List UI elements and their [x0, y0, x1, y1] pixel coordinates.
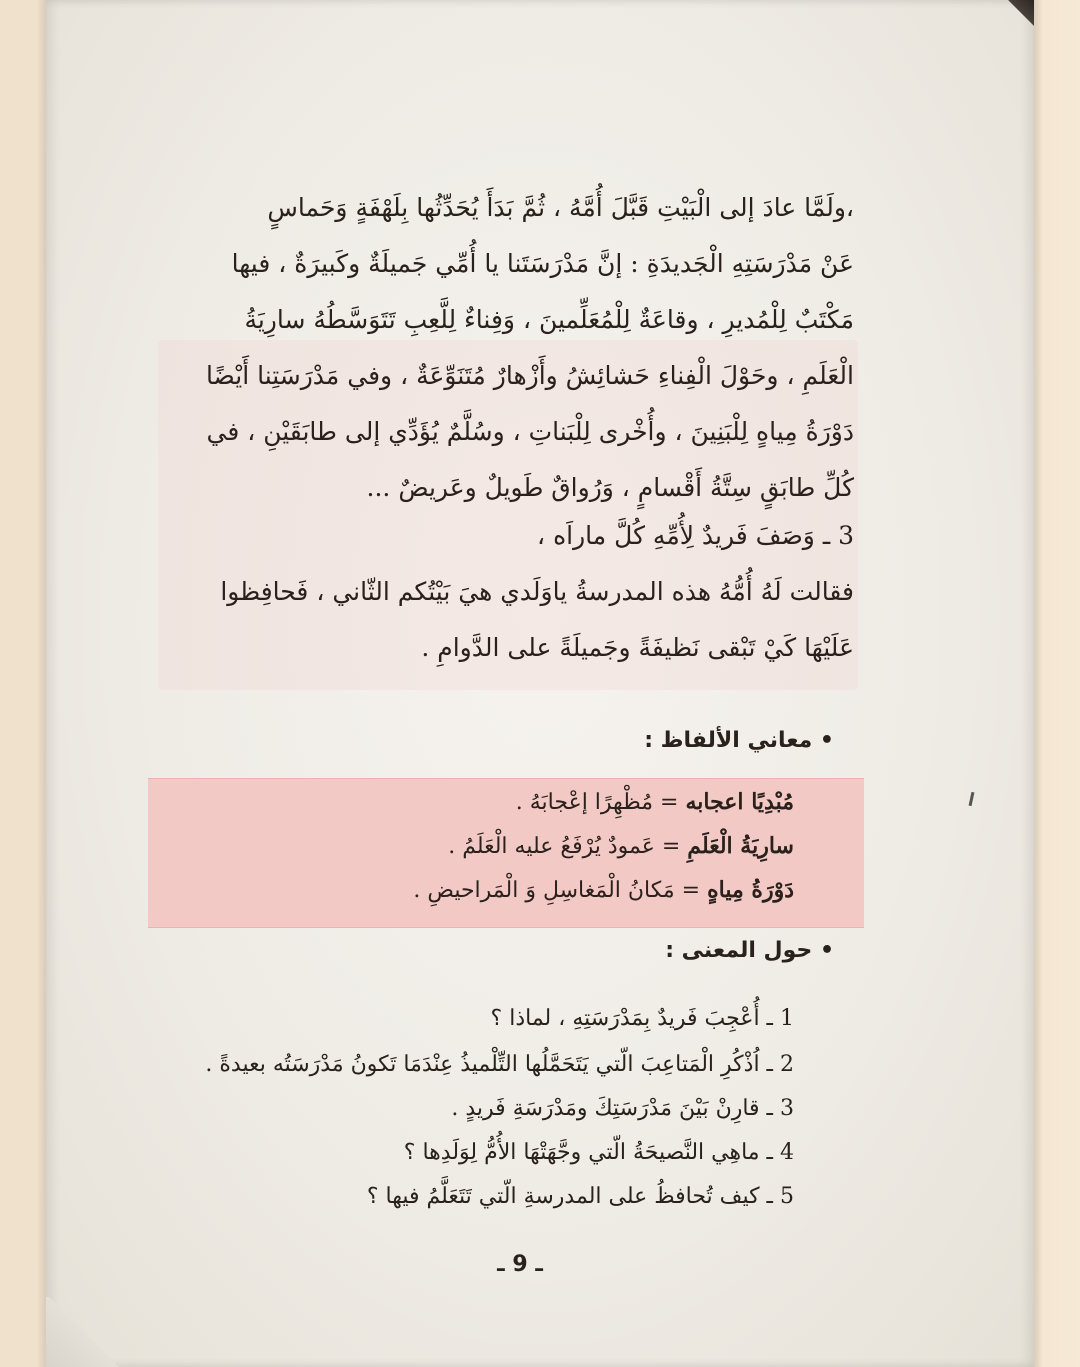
story-line: الْعَلَمِ ، وحَوْلَ الْفِناءِ حَشائِشُ وأَزْهارٌ مُتَنَوِّعَةٌ ، وفي مَدْرَسَتِنا أَيْضًا	[205, 361, 854, 390]
vocab-definition: = عَمودٌ يُرْفَعُ عليه الْعَلَمُ .	[448, 834, 681, 859]
book-binding-left	[0, 0, 46, 1367]
vocab-term: مُبْدِيًا اعجابه	[685, 789, 794, 815]
vocab-item	[516, 789, 794, 815]
question-item: 2 ـ اُذْكُرِ الْمَتاعِبَ الّتي يَتَحَمَّلُها التِّلْميذُ عِنْدَمَا تَكونُ مَدْرَسَتُه بعيدةً .	[205, 1052, 794, 1077]
story-paragraph	[158, 180, 854, 516]
point-three-line: عَلَيْهَا كَيْ تَبْقى نَظيفَةً وجَميلَةً على الدَّوامِ .	[421, 633, 854, 662]
vocab-item	[448, 833, 794, 859]
book-binding-right	[1034, 0, 1080, 1367]
story-line: مَكْتَبٌ لِلْمُديرِ ، وقاعَةٌ لِلْمُعَلِّمينَ ، وَفِناءٌ لِلَّعِبِ تَتَوَسَّطُهُ سارِيَةُ	[244, 305, 854, 334]
question-item: 3 ـ قارِنْ بَيْنَ مَدْرَسَتِكَ ومَدْرَسَةِ فَريدٍ .	[451, 1096, 794, 1121]
vocab-box	[148, 778, 864, 928]
story-line: ،ولَمَّا عادَ إلى الْبَيْتِ قَبَّلَ أُمَّهُ ، ثُمَّ بَدَأَ يُحَدِّثُها بِلَهْفَةٍ وَحَماسٍ	[267, 193, 854, 222]
vocab-term: سارِيَةُ الْعَلَمِ	[687, 833, 794, 859]
page-corner-bottom-left	[46, 1297, 136, 1367]
questions-heading: • حول المعنى :	[665, 938, 834, 963]
vocab-heading: • معاني الألفاظ :	[644, 728, 834, 753]
point-three-line: فقالت لَهُ أُمُّهُ هذه المدرسةُ ياوَلَدي هيَ بَيْتُكم الثّاني ، فَحافِظوا	[220, 577, 854, 606]
vocab-item	[413, 877, 794, 903]
point-three-paragraph	[158, 508, 854, 676]
page-corner-top-right	[1004, 0, 1034, 34]
question-item: 5 ـ كيف تُحافظُ على المدرسةِ الّتي تَتَعَلَّمُ فيها ؟	[366, 1184, 794, 1209]
question-item: 4 ـ ماهِي النَّصيحَةُ الّتي وجَّهَتْهَا الأُمُّ لِوَلَدِها ؟	[403, 1140, 794, 1165]
story-line: كُلِّ طابَقٍ سِتَّةُ أَقْسامٍ ، وَرُواقٌ طَويلٌ وعَريضٌ ...	[366, 473, 854, 502]
story-line: عَنْ مَدْرَسَتِهِ الْجَديدَةِ : إنَّ مَدْرَسَتَنا يا أُمِّي جَميلَةٌ وكَبيرَةٌ ، فيها	[231, 249, 854, 278]
vocab-definition: = مُظْهِرًا إعْجابَهُ .	[515, 790, 679, 815]
vocab-term: دَوْرَةُ مِياهٍ	[707, 877, 794, 903]
question-item: 1 ـ أُعْجِبَ فَريدٌ بِمَدْرَسَتِهِ ، لماذا ؟	[490, 1006, 794, 1031]
point-three-line: 3 ـ وَصَفَ فَريدٌ لِأُمِّهِ كُلَّ ماراَه ،	[537, 521, 854, 550]
vocab-definition: = مَكانُ الْمَغاسِلِ وَ الْمَراحيضِ .	[413, 878, 701, 903]
story-line: دَوْرَةُ مِياهٍ لِلْبَنِينَ ، وأُخْرى لِلْبَناتِ ، وسُلَّمٌ يُؤَدِّي إلى طابَقَيْنِ ، في	[206, 417, 854, 446]
page-number: ـ 9 ـ	[497, 1252, 543, 1277]
